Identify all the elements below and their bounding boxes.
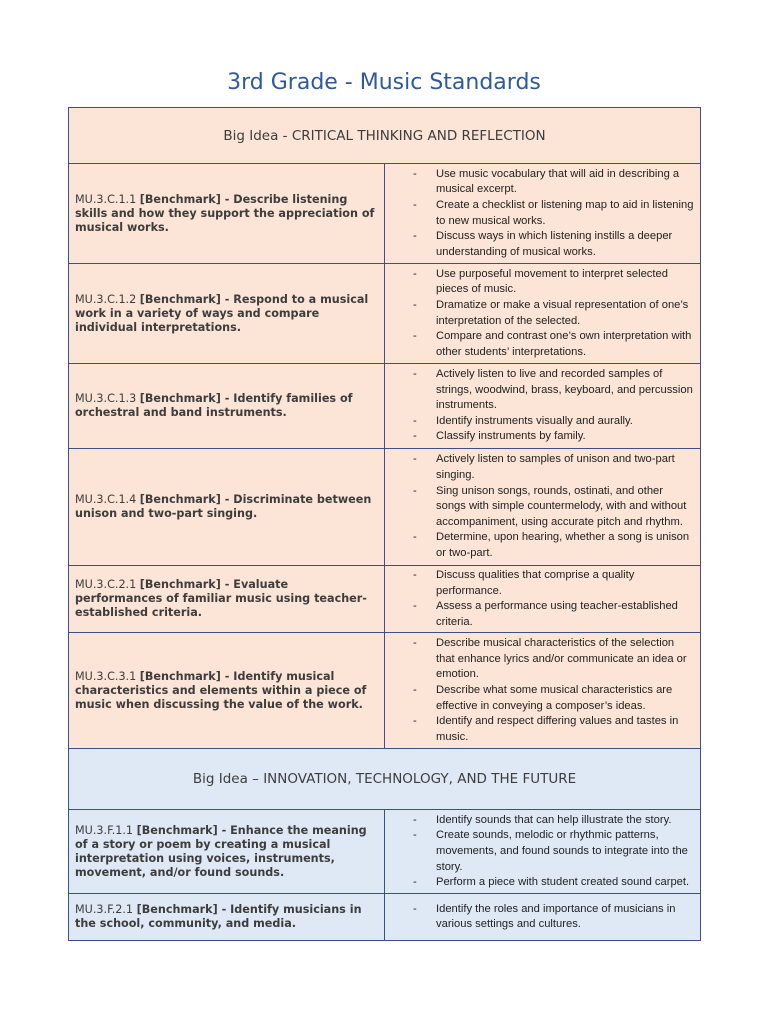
activities-cell xyxy=(385,894,701,941)
activity-list xyxy=(385,367,694,445)
activity-list xyxy=(385,167,694,261)
activity-list xyxy=(385,267,694,361)
benchmark-cell xyxy=(69,894,385,941)
activities-cell xyxy=(385,164,701,264)
table-row xyxy=(69,264,701,364)
list-item: - Sing unison songs, rounds, ostinati, and other songs with simple countermelody, with and without accompaniment, using accurate pitch and rhythm. xyxy=(413,484,687,528)
benchmark-label: [Benchmark] - Describe listening skills and how they support the appreciation of musical works. xyxy=(75,192,375,234)
activity-list xyxy=(385,452,694,561)
list-item-text: Determine, upon hearing, whether a song is unison or two-part. xyxy=(436,531,690,559)
list-item-text: Compare and contrast one’s own interpretation with other students’ interpretations. xyxy=(436,330,692,358)
activities-cell xyxy=(385,810,701,894)
activities-cell xyxy=(385,633,701,749)
benchmark-cell xyxy=(69,566,385,633)
list-item: - Use music vocabulary that will aid in describing a musical excerpt. xyxy=(413,167,680,196)
list-item: - Identify instruments visually and aurally. xyxy=(413,414,633,427)
activities-cell xyxy=(385,264,701,364)
benchmark-cell xyxy=(69,633,385,749)
list-item: - Actively listen to samples of unison and two-part singing. xyxy=(413,453,675,482)
benchmark-label: [Benchmark] - Respond to a musical work in a variety of ways and compare individual interpretations. xyxy=(75,292,369,334)
benchmark-code: MU.3.F.1.1 xyxy=(75,823,134,837)
benchmark-label: [Benchmark] - Discriminate between unison and two-part singing. xyxy=(75,493,372,520)
table-row xyxy=(69,566,701,633)
benchmark-label: [Benchmark] - Enhance the meaning of a story or poem by creating a musical interpretation using voices, instruments, movement, and/or found sounds. xyxy=(75,823,367,879)
activity-list xyxy=(385,568,694,630)
benchmark-code: MU.3.C.1.2 xyxy=(75,292,137,306)
table-row xyxy=(69,164,701,264)
list-item-text: Describe musical characteristics of the selection that enhance lyrics and/or communicate an idea or emotion. xyxy=(436,637,687,681)
benchmark-code: MU.3.C.1.3 xyxy=(75,392,137,405)
list-item-text: Actively listen to live and recorded samples of strings, woodwind, brass, keyboard, and percussion instruments. xyxy=(436,368,693,412)
list-item-text: Identify and respect differing values and tastes in music. xyxy=(436,715,679,743)
benchmark-label: [Benchmark] - Identify musical characteristics and elements within a piece of music when discussing the value of the work. xyxy=(75,669,367,711)
activity-list xyxy=(385,902,694,933)
table-row xyxy=(69,449,701,566)
activities-cell xyxy=(385,449,701,566)
list-item: - Use purposeful movement to interpret selected pieces of music. xyxy=(413,267,668,296)
activity-list xyxy=(385,813,694,891)
section-header-row xyxy=(69,749,701,810)
list-item-text: Identify sounds that can help illustrate the story. xyxy=(436,813,672,826)
list-item-text: Classify instruments by family. xyxy=(436,430,586,443)
section-heading: Big Idea – INNOVATION, TECHNOLOGY, AND THE FUTURE xyxy=(69,749,701,810)
list-item-text: Assess a performance using teacher-established criteria. xyxy=(436,600,678,628)
list-item-text: Describe what some musical characteristics are effective in conveying a composer’s ideas. xyxy=(436,684,673,712)
list-item: - Actively listen to live and recorded samples of strings, woodwind, brass, keyboard, and percussion instruments. xyxy=(413,368,693,412)
list-item: - Describe musical characteristics of the selection that enhance lyrics and/or communicate an idea or emotion. xyxy=(413,637,687,681)
list-item-text: Identify instruments visually and aurally. xyxy=(436,414,633,427)
list-item: - Describe what some musical characteristics are effective in conveying a composer’s ideas. xyxy=(413,684,673,712)
list-item-text: Use music vocabulary that will aid in describing a musical excerpt. xyxy=(436,167,680,196)
list-item: - Create sounds, melodic or rhythmic patterns, movements, and found sounds to integrate into the story. xyxy=(413,829,688,873)
activities-cell xyxy=(385,364,701,449)
benchmark-label: [Benchmark] - Evaluate performances of familiar music using teacher-established criteria. xyxy=(75,578,367,620)
list-item-text: Perform a piece with student created sound carpet. xyxy=(436,876,690,889)
list-item: - Discuss ways in which listening instills a deeper understanding of musical works. xyxy=(413,230,673,258)
list-item: - Dramatize or make a visual representation of one’s interpretation of the selected. xyxy=(413,298,689,327)
list-item-text: Create a checklist or listening map to aid in listening to new musical works. xyxy=(436,198,694,227)
list-item-text: Identify the roles and importance of musicians in various settings and cultures. xyxy=(436,902,676,931)
activities-cell xyxy=(385,566,701,633)
benchmark-code: MU.3.C.1.1 xyxy=(75,192,137,206)
table-row xyxy=(69,894,701,941)
list-item: - Assess a performance using teacher-established criteria. xyxy=(413,600,678,628)
list-item: - Perform a piece with student created sound carpet. xyxy=(413,876,690,889)
benchmark-label: [Benchmark] - Identify families of orchestral and band instruments. xyxy=(75,392,353,419)
list-item: - Identify and respect differing values and tastes in music. xyxy=(413,715,679,743)
benchmark-code: MU.3.C.1.4 xyxy=(75,493,137,506)
list-item: - Discuss qualities that comprise a quality performance. xyxy=(413,569,635,597)
list-item-text: Create sounds, melodic or rhythmic patterns, movements, and found sounds to integrate into the story. xyxy=(436,829,688,873)
list-item: - Create a checklist or listening map to aid in listening to new musical works. xyxy=(413,198,694,227)
list-item-text: Discuss ways in which listening instills a deeper understanding of musical works. xyxy=(436,230,673,258)
benchmark-cell xyxy=(69,810,385,894)
list-item: - Determine, upon hearing, whether a song is unison or two-part. xyxy=(413,531,690,559)
list-item-text: Sing unison songs, rounds, ostinati, and other songs with simple countermelody, with and without accompaniment, using accurate pitch and rhythm. xyxy=(436,484,687,528)
section-heading: Big Idea - CRITICAL THINKING AND REFLECTION xyxy=(69,108,701,164)
list-item-text: Discuss qualities that comprise a quality performance. xyxy=(436,569,635,597)
list-item-text: Actively listen to samples of unison and two-part singing. xyxy=(436,453,675,482)
list-item-text: Use purposeful movement to interpret selected pieces of music. xyxy=(436,267,668,296)
section-header-row xyxy=(69,108,701,164)
benchmark-code: MU.3.C.2.1 xyxy=(75,578,137,592)
benchmark-cell xyxy=(69,264,385,364)
list-item: - Classify instruments by family. xyxy=(413,430,586,443)
table-row xyxy=(69,364,701,449)
list-item: - Identify sounds that can help illustrate the story. xyxy=(413,813,672,826)
benchmark-code: MU.3.C.3.1 xyxy=(75,669,137,683)
benchmark-cell xyxy=(69,364,385,449)
benchmark-cell xyxy=(69,164,385,264)
benchmark-code: MU.3.F.2.1 xyxy=(75,903,134,917)
list-item: - Compare and contrast one’s own interpretation with other students’ interpretations. xyxy=(413,330,692,358)
table-row xyxy=(69,810,701,894)
table-row xyxy=(69,633,701,749)
standards-table xyxy=(68,107,701,941)
benchmark-label: [Benchmark] - Identify musicians in the school, community, and media. xyxy=(75,903,362,931)
activity-list xyxy=(385,636,694,745)
page-title: 3rd Grade - Music Standards xyxy=(227,70,541,95)
benchmark-cell xyxy=(69,449,385,566)
list-item: - Identify the roles and importance of musicians in various settings and cultures. xyxy=(413,902,676,931)
list-item-text: Dramatize or make a visual representation of one’s interpretation of the selected. xyxy=(436,298,689,327)
